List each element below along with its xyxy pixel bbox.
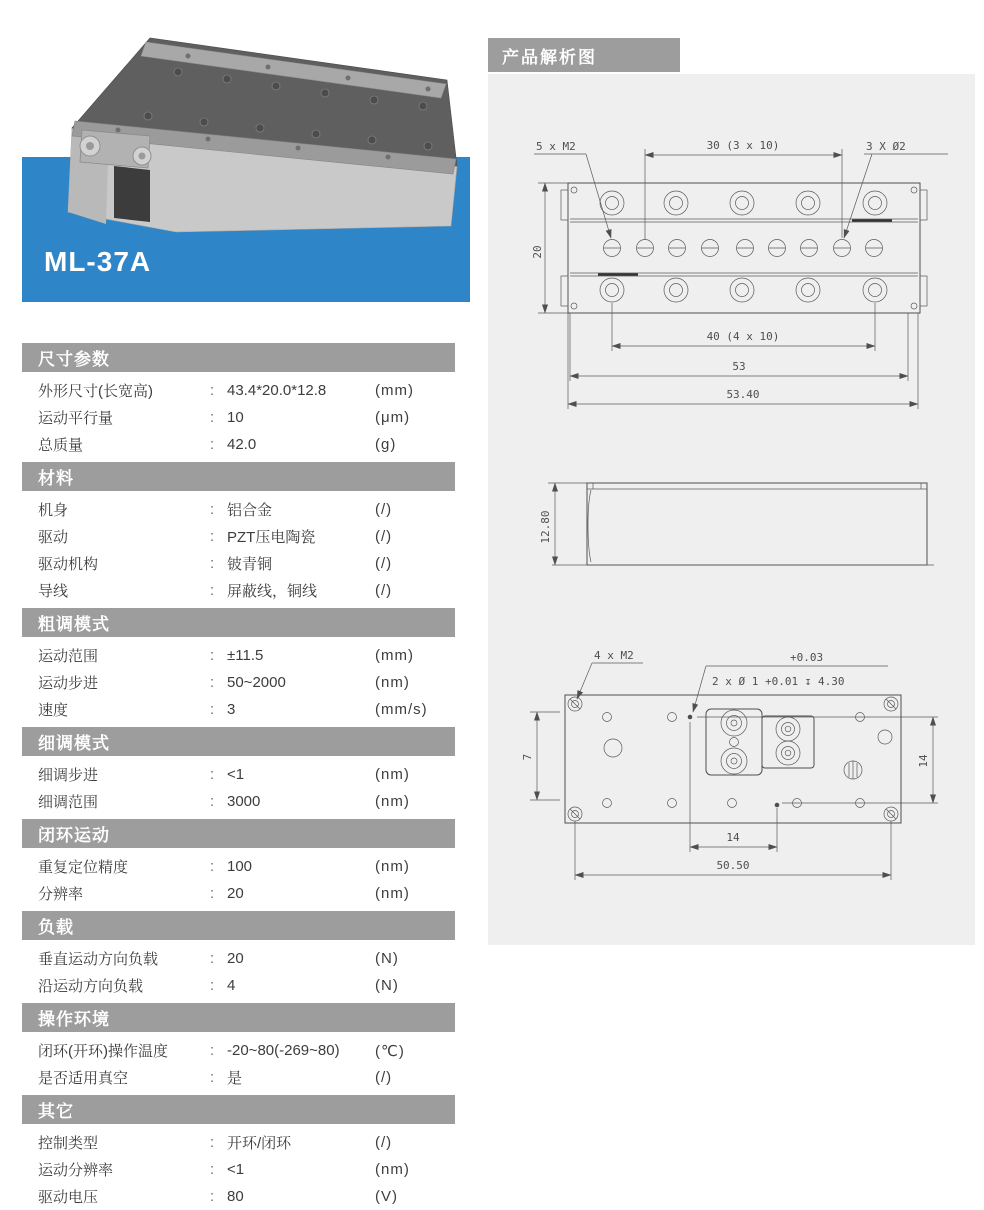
spec-unit: (g) bbox=[375, 436, 397, 453]
section-title: 尺寸参数 bbox=[38, 350, 110, 369]
spec-row bbox=[22, 761, 455, 788]
technical-drawing bbox=[488, 74, 975, 945]
stage-render bbox=[68, 38, 457, 232]
dim-20: 20 bbox=[531, 245, 544, 259]
spec-value: 3000 bbox=[227, 793, 261, 810]
bottom-view bbox=[521, 649, 938, 880]
spec-unit: (N) bbox=[375, 977, 399, 994]
label-3xd2: 3 X Ø2 bbox=[866, 140, 906, 153]
spec-unit: (nm) bbox=[375, 674, 410, 691]
section-title: 负载 bbox=[38, 918, 74, 937]
spec-colon: : bbox=[210, 701, 215, 718]
spec-label: 垂直运动方向负载 bbox=[38, 951, 159, 968]
spec-label: 细调步进 bbox=[38, 767, 99, 784]
spec-unit: (/) bbox=[375, 582, 393, 599]
dim-12-80: 12.80 bbox=[539, 510, 552, 544]
analysis-panel-header bbox=[488, 38, 680, 72]
section-header bbox=[22, 343, 455, 372]
spec-unit: (/) bbox=[375, 1134, 393, 1151]
spec-value: <1 bbox=[227, 1161, 245, 1178]
spec-row bbox=[22, 880, 455, 907]
section-title: 细调模式 bbox=[38, 734, 110, 753]
spec-colon: : bbox=[210, 1188, 215, 1205]
spec-unit: (N) bbox=[375, 950, 399, 967]
side-view bbox=[539, 483, 934, 565]
spec-row bbox=[22, 404, 455, 431]
spec-colon: : bbox=[210, 793, 215, 810]
spec-row bbox=[22, 696, 455, 723]
section-title: 粗调模式 bbox=[38, 615, 110, 634]
spec-row bbox=[22, 1129, 455, 1156]
tolerance-main: 2 x Ø 1 +0.01 ↧ 4.30 bbox=[712, 675, 845, 688]
spec-row bbox=[22, 1037, 455, 1064]
spec-label: 外形尺寸(长宽高) bbox=[38, 383, 153, 400]
spec-unit: (mm/s) bbox=[375, 701, 428, 718]
spec-unit: (℃) bbox=[375, 1042, 405, 1060]
label-4xm2: 4 x M2 bbox=[594, 649, 634, 662]
label-5xm2: 5 x M2 bbox=[536, 140, 576, 153]
spec-value: <1 bbox=[227, 766, 245, 783]
spec-value: 铝合金 bbox=[227, 502, 273, 519]
spec-label: 机身 bbox=[38, 502, 69, 519]
spec-label: 细调范围 bbox=[38, 794, 99, 811]
section-title: 其它 bbox=[38, 1102, 74, 1121]
spec-label: 驱动电压 bbox=[38, 1189, 99, 1206]
spec-label: 运动分辨率 bbox=[38, 1162, 114, 1179]
spec-value: 3 bbox=[227, 701, 236, 718]
spec-row bbox=[22, 642, 455, 669]
spec-colon: : bbox=[210, 674, 215, 691]
spec-unit: (V) bbox=[375, 1188, 398, 1205]
spec-unit: (μm) bbox=[375, 409, 411, 426]
spec-label: 运动平行量 bbox=[38, 410, 114, 427]
spec-label: 总质量 bbox=[38, 437, 84, 454]
spec-label: 沿运动方向负载 bbox=[38, 978, 144, 995]
spec-unit: (nm) bbox=[375, 1161, 410, 1178]
spec-row bbox=[22, 972, 455, 999]
section-title: 操作环境 bbox=[38, 1010, 110, 1029]
spec-value: 屏蔽线，铜线 bbox=[227, 583, 318, 600]
spec-row bbox=[22, 1183, 455, 1210]
spec-unit: (/) bbox=[375, 528, 393, 545]
spec-colon: : bbox=[210, 766, 215, 783]
dim-53: 53 bbox=[732, 360, 746, 373]
spec-unit: (mm) bbox=[375, 647, 414, 664]
spec-colon: : bbox=[210, 1042, 215, 1059]
spec-value: 80 bbox=[227, 1188, 244, 1205]
spec-row bbox=[22, 669, 455, 696]
spec-colon: : bbox=[210, 1161, 215, 1178]
spec-value: 是 bbox=[227, 1070, 243, 1087]
spec-colon: : bbox=[210, 409, 215, 426]
spec-label: 控制类型 bbox=[38, 1135, 99, 1152]
spec-value: 43.4*20.0*12.8 bbox=[227, 382, 327, 399]
spec-value: PZT压电陶瓷 bbox=[227, 529, 316, 546]
spec-table bbox=[22, 343, 455, 1210]
section-header bbox=[22, 911, 455, 940]
spec-label: 速度 bbox=[38, 702, 69, 719]
spec-label: 导线 bbox=[38, 583, 69, 600]
spec-row bbox=[22, 1156, 455, 1183]
dim-30: 30 (3 x 10) bbox=[706, 139, 780, 152]
spec-value: 10 bbox=[227, 409, 244, 426]
spec-unit: (nm) bbox=[375, 766, 410, 783]
spec-value: 20 bbox=[227, 885, 244, 902]
spec-row bbox=[22, 788, 455, 815]
spec-label: 运动步进 bbox=[38, 675, 99, 692]
spec-value: 开环/闭环 bbox=[227, 1135, 292, 1152]
spec-value: ±11.5 bbox=[227, 647, 264, 664]
spec-row bbox=[22, 550, 455, 577]
spec-colon: : bbox=[210, 858, 215, 875]
spec-colon: : bbox=[210, 382, 215, 399]
dim-53-40: 53.40 bbox=[726, 388, 760, 401]
product-photo bbox=[28, 14, 473, 244]
spec-unit: (/) bbox=[375, 555, 393, 572]
spec-row bbox=[22, 431, 455, 458]
spec-label: 驱动 bbox=[38, 529, 69, 546]
dim-50-50: 50.50 bbox=[716, 859, 750, 872]
spec-label: 是否适用真空 bbox=[38, 1070, 129, 1087]
section-header bbox=[22, 1095, 455, 1124]
spec-label: 驱动机构 bbox=[38, 556, 99, 573]
spec-unit: (nm) bbox=[375, 858, 410, 875]
spec-unit: (nm) bbox=[375, 885, 410, 902]
spec-row bbox=[22, 496, 455, 523]
spec-colon: : bbox=[210, 1134, 215, 1151]
spec-colon: : bbox=[210, 555, 215, 572]
spec-value: 铍青铜 bbox=[227, 556, 273, 573]
spec-colon: : bbox=[210, 977, 215, 994]
spec-unit: (/) bbox=[375, 1069, 393, 1086]
spec-label: 重复定位精度 bbox=[38, 859, 129, 876]
section-header bbox=[22, 462, 455, 491]
spec-colon: : bbox=[210, 501, 215, 518]
spec-colon: : bbox=[210, 582, 215, 599]
spec-value: 4 bbox=[227, 977, 236, 994]
spec-value: 42.0 bbox=[227, 436, 257, 453]
spec-colon: : bbox=[210, 885, 215, 902]
spec-value: 100 bbox=[227, 858, 253, 875]
spec-row bbox=[22, 1064, 455, 1091]
analysis-panel-title: 产品解析图 bbox=[502, 47, 597, 67]
spec-value: 20 bbox=[227, 950, 244, 967]
dim-7: 7 bbox=[521, 753, 534, 761]
spec-value: 50~2000 bbox=[227, 674, 286, 691]
top-view bbox=[531, 139, 948, 409]
section-header bbox=[22, 727, 455, 756]
spec-colon: : bbox=[210, 1069, 215, 1086]
spec-row bbox=[22, 377, 455, 404]
spec-label: 运动范围 bbox=[38, 648, 99, 665]
spec-row bbox=[22, 945, 455, 972]
tolerance-upper: +0.03 bbox=[790, 651, 824, 664]
section-title: 闭环运动 bbox=[38, 826, 110, 845]
section-header bbox=[22, 819, 455, 848]
spec-row bbox=[22, 853, 455, 880]
spec-unit: (mm) bbox=[375, 382, 414, 399]
spec-colon: : bbox=[210, 647, 215, 664]
spec-row bbox=[22, 577, 455, 604]
spec-colon: : bbox=[210, 528, 215, 545]
spec-label: 分辨率 bbox=[38, 886, 84, 903]
spec-colon: : bbox=[210, 436, 215, 453]
model-name: ML-37A bbox=[44, 246, 152, 277]
spec-value: -20~80(-269~80) bbox=[227, 1042, 340, 1059]
section-title: 材料 bbox=[38, 469, 74, 488]
section-header bbox=[22, 608, 455, 637]
spec-row bbox=[22, 523, 455, 550]
spec-label: 闭环(开环)操作温度 bbox=[38, 1043, 168, 1060]
spec-unit: (/) bbox=[375, 501, 393, 518]
spec-unit: (nm) bbox=[375, 793, 410, 810]
dim-40: 40 (4 x 10) bbox=[706, 330, 780, 343]
dim-14-right: 14 bbox=[917, 754, 930, 768]
dim-14-bottom: 14 bbox=[726, 831, 740, 844]
spec-colon: : bbox=[210, 950, 215, 967]
section-header bbox=[22, 1003, 455, 1032]
